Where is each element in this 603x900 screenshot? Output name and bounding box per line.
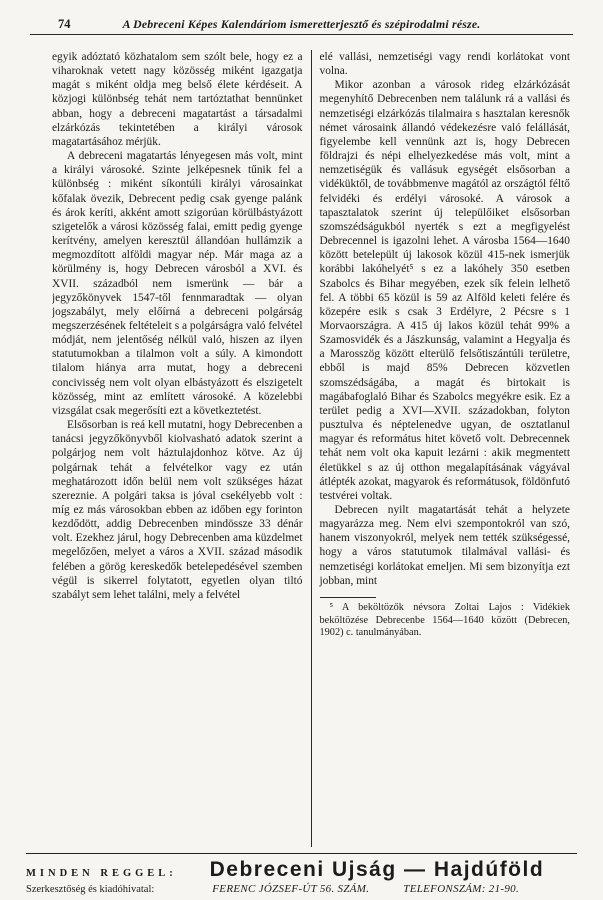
ad-contact-line xyxy=(154,883,577,895)
paragraph: egyik adóztató közhatalom sem szólt bele, hogy ez a viharoknak vetett nagy közösség miként igazgatja magát s miként oldja meg belső élete kérdéseit. A közjogi különbség tehát nem tartóztathat bennünket abban, hogy a debreceni magatartást a társadalmi elzárkózás tekintetében a királyi városok magatartásához mérjük. xyxy=(52,51,303,148)
footnote: ⁵ A beköltözők névsora Zoltai Lajos : Vidékiek beköltözése Debrecenbe 1564—1640 között (Debrecen, 1902) c. tanulmányában. xyxy=(319,601,570,639)
ad-address: FERENC JÓZSEF-ÚT 56. SZÁM. xyxy=(212,883,370,895)
paragraph: Elsősorban is reá kell mutatni, hogy Debrecenben a tanácsi jegyzőkönyvből kiolvasható adatok szerint a polgárjog nem volt háztulajdonhoz kötve. Az új polgárnak tehát a felvételkor vagy ez után meghatározott időn belül nem volt szükséges házat szereznie. A polgári taksa is jóval csekélyebb volt : míg ez más városokban ebben az időben egy forinton kezdődött, addig Debrecenben mindössze 33 dénár volt. Ezekhez járul, hogy Debrecenben ama küzdelmet megelőzően, melyet a város a XVII. század második felében a görög kereskedők betelepedésével szemben végül is sikerrel folytatott, egyetlen olyan tiltó szabályt sem lehet találni, mely a felvétel xyxy=(52,419,303,601)
text-body xyxy=(52,50,570,847)
paragraph: Mikor azonban a városok rideg elzárkózását megenyhítő Debrecenben nem találunk rá a vallási és nemzetiségi elzárkózás tilalmaira s hasztalan keresnők német városaink állandó védekezésre való felállását, figyelembe kell vennünk azt is, hogy Debrecen földrajzi és népi elhelyezkedése más volt, mint a nemzetiségük és vallásuk egységét elsősorban a vidéküktől, de továbbmenve magától az országtól féltő felvidéki és erdélyi városoké. A városok a tapasztalatok szerint új települőiket elsősorban szomszédságukból nyerték s ezt a megfigyelést Debrecennel is igazolni lehet. A városba 1564—1640 között betelepült új lakosok közül 415-nek ismerjük korábbi lakóhelyét⁵ s ez a lakóhely 350 esetben Szabolcs és Bihar megyében, ezek sík felein lelhető fel. A többi 65 közül is 59 az Alföld keleti felére és közepére esik s csak 3 Erdélyre, 2 Pécsre s 1 Morvaországra. A 415 új lakos közül tehát 99% a Szamosvidék és a Jászkunság, valamint a Hegyalja és a Marosszög között elterülő felsőtiszántúli területre, ebből is majd 85% Debrecen közvetlen szomszédságába, a magát és birtokait is magábafoglaló Bihar és Szabolcs megyékre esik. Ez a terület pedig a XVI—XVII. századokban, folyton pusztulva és néptelenedve ugyan, de osztatlanul magyar és református hitet követő volt. Debrecennek tehát nem volt oka kapuit lezárni : akik megmentett életükkel s az új otthon megalapításának vágyával átlépték azokat, magyarok és reformátusok, földönfutó testvérei voltak. xyxy=(319,79,570,502)
newspaper-advertisement xyxy=(26,853,577,895)
paragraph: A debreceni magatartás lényegesen más volt, mint a királyi városoké. Szinte jelképesnek tűnik fel a különbség : miként síkontúli királyi városainkat kőfalak övezik, Debrecent pedig csak gyenge palánk és árok keríti, akként amott szigorúan körülbástyázott szigetelők a városi közösség falai, emitt pedig gyenge kerítvény, amelyen keresztül állandóan hullámzik a megmozdított alföldi magyar nép. Már maga az a körülmény is, hogy Debrecen városból a XVI. és XVII. századból nem ismerünk — bár a jegyzőkönyvek 1547-től fennmaradtak — olyan jogszabályt, mely előírná a debreceni polgárság megszerzésének feltételeit s a polgárságra való felvétel módját, nem jelentőség nélkül való, hiszen az ilyen statutumokban a tilalmon volt a súly. A kimondott tilalom hiánya arra mutat, hogy a debreceni concivisség nem volt olyan elbástyázott és elszigetelt közösség, mint az említett városoké. A közelebbi vizsgálat csak megerősíti ezt a következtetést. xyxy=(52,150,303,417)
paragraph: Debrecen nyilt magatartását tehát a helyzete magyarázza meg. Nem elvi szempontokról van szó, hanem viszonyokról, melyek nem tették szükségessé, hogy a város statutumok tilalmával vallási- és nemzetiségi korlátokat emeljen. Mi sem bizonyítja ezt jobban, mint xyxy=(319,504,570,587)
advertisement-row-1 xyxy=(26,858,577,882)
ad-phone: TELEFONSZÁM: 21-90. xyxy=(403,883,519,895)
ad-headline: Debreceni Ujság — Hajdúföld xyxy=(209,858,545,881)
ad-office-label: Szerkesztőség és kiadóhivatal: xyxy=(26,884,155,895)
right-column xyxy=(320,50,571,847)
column-divider-rule xyxy=(311,50,312,847)
advertisement-row-2 xyxy=(26,883,577,895)
paragraph: elé vallási, nemzetiségi vagy rendi korlátokat vont volna. xyxy=(319,51,570,78)
right-column-paragraphs xyxy=(320,50,571,588)
page-header xyxy=(30,17,573,35)
footnote-separator-rule xyxy=(320,597,376,598)
left-column xyxy=(52,50,303,847)
ad-tagline: MINDEN REGGEL: xyxy=(26,868,177,879)
running-title: A Debreceni Képes Kalendáriom ismeretterjesztő és szépirodalmi része. xyxy=(122,17,481,31)
page-number: 74 xyxy=(58,17,71,31)
